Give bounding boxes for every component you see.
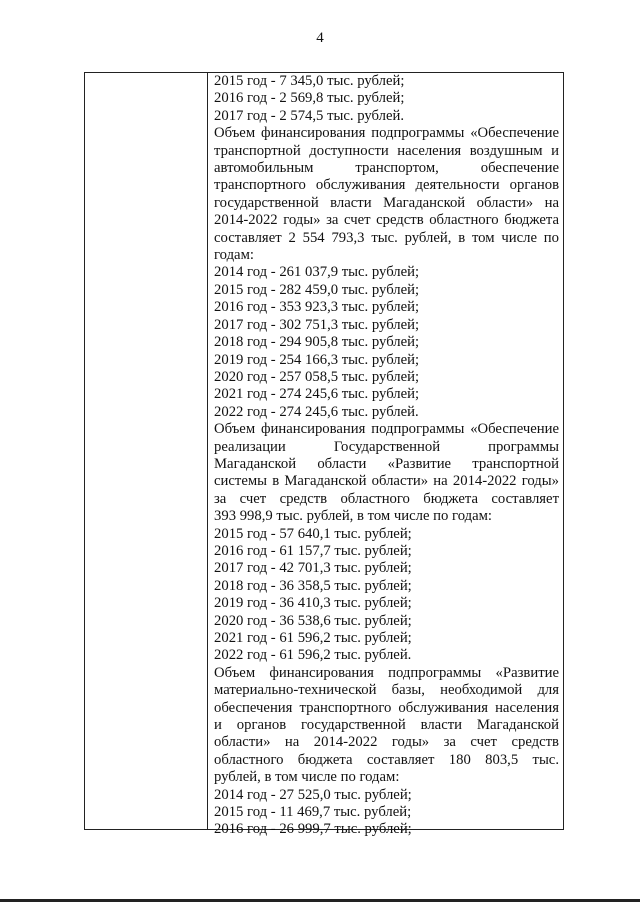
paragraph-line: и органов государственной власти Магаданской: [214, 717, 559, 734]
year-line: 2018 год - 36 358,5 тыс. рублей;: [214, 577, 412, 594]
year-line: 2016 год - 353 923,3 тыс. рублей;: [214, 299, 420, 316]
paragraph-line: государственной власти Магаданской области» на: [214, 194, 559, 211]
funding-years-prev: [214, 73, 559, 125]
year-line: 2022 год - 274 245,6 тыс. рублей.: [214, 403, 419, 420]
paragraph-line: реализации Государственной программы: [214, 438, 559, 455]
paragraph-line: областного бюджета составляет 180 803,5 тыс.: [214, 751, 559, 768]
paragraph-line: Объем финансирования подпрограммы «Развитие: [214, 664, 559, 681]
year-line: 2021 год - 274 245,6 тыс. рублей;: [214, 386, 420, 403]
year-line: 2017 год - 2 574,5 тыс. рублей.: [214, 107, 405, 124]
paragraph-line: автомобильным транспортом, обеспечение: [214, 160, 559, 177]
funding-years-material-base: [214, 787, 559, 839]
paragraph-line: 2014-2022 годы» за счет средств областного бюджета: [214, 212, 559, 229]
year-line: 2014 год - 27 525,0 тыс. рублей;: [214, 786, 412, 803]
year-line: 2022 год - 61 596,2 тыс. рублей.: [214, 647, 412, 664]
year-line: 2021 год - 61 596,2 тыс. рублей;: [214, 630, 412, 646]
year-line: 2020 год - 257 058,5 тыс. рублей;: [214, 368, 420, 385]
year-line: 2019 год - 36 410,3 тыс. рублей;: [214, 595, 412, 612]
year-line: 2014 год - 261 037,9 тыс. рублей;: [214, 264, 420, 281]
page-bottom-rule: [0, 899, 640, 902]
table-left-cell: [85, 73, 208, 829]
year-line: 2016 год - 2 569,8 тыс. рублей;: [214, 90, 405, 107]
year-line: 2016 год - 61 157,7 тыс. рублей;: [214, 542, 412, 559]
paragraph-line: Объем финансирования подпрограммы «Обеспечение: [214, 125, 559, 142]
year-line: 2015 год - 57 640,1 тыс. рублей;: [214, 525, 412, 542]
paragraph-line: рублей, в том числе по годам:: [214, 769, 400, 786]
paragraph-line: материально-технической базы, необходимой для: [214, 682, 559, 699]
year-line: 2017 год - 42 701,3 тыс. рублей;: [214, 560, 412, 577]
subprogram-paragraph-material-base: [214, 665, 559, 787]
paragraph-line: обеспечения транспортного обслуживания населения: [214, 699, 559, 716]
subprogram-paragraph-transport-access: [214, 125, 559, 264]
content-table: [84, 72, 564, 838]
funding-years-program-implementation: [214, 526, 559, 665]
year-line: 2015 год - 11 469,7 тыс. рублей;: [214, 804, 412, 821]
paragraph-line: системы в Магаданской области» на 2014-2022 годы»: [214, 473, 559, 490]
funding-years-transport-access: [214, 264, 559, 421]
subprogram-paragraph-program-implementation: [214, 421, 559, 525]
year-line: 2019 год - 254 166,3 тыс. рублей;: [214, 351, 420, 368]
year-line: 2015 год - 282 459,0 тыс. рублей;: [214, 281, 420, 298]
year-line: 2015 год - 7 345,0 тыс. рублей;: [214, 73, 405, 89]
year-line: 2017 год - 302 751,3 тыс. рублей;: [214, 316, 420, 333]
paragraph-line: годам:: [214, 247, 254, 264]
paragraph-line: составляет 2 554 793,3 тыс. рублей, в том числе по: [214, 229, 559, 246]
paragraph-line: транспортной доступности населения воздушным и: [214, 142, 559, 159]
paragraph-line: Объем финансирования подпрограммы «Обеспечение: [214, 421, 559, 438]
page-number: 4: [316, 30, 324, 46]
year-line: 2016 год - 26 999,7 тыс. рублей;: [214, 821, 412, 838]
paragraph-line: транспортного обслуживания деятельности органов: [214, 177, 559, 194]
paragraph-line: Магаданской области «Развитие транспортной: [214, 455, 559, 472]
paragraph-line: области» на 2014-2022 годы» за счет средств: [214, 734, 559, 751]
paragraph-line: за счет средств областного бюджета составляет: [214, 490, 559, 507]
year-line: 2020 год - 36 538,6 тыс. рублей;: [214, 612, 412, 629]
year-line: 2018 год - 294 905,8 тыс. рублей;: [214, 334, 420, 351]
paragraph-line: 393 998,9 тыс. рублей, в том числе по годам:: [214, 508, 492, 525]
table-right-cell: [208, 73, 563, 838]
